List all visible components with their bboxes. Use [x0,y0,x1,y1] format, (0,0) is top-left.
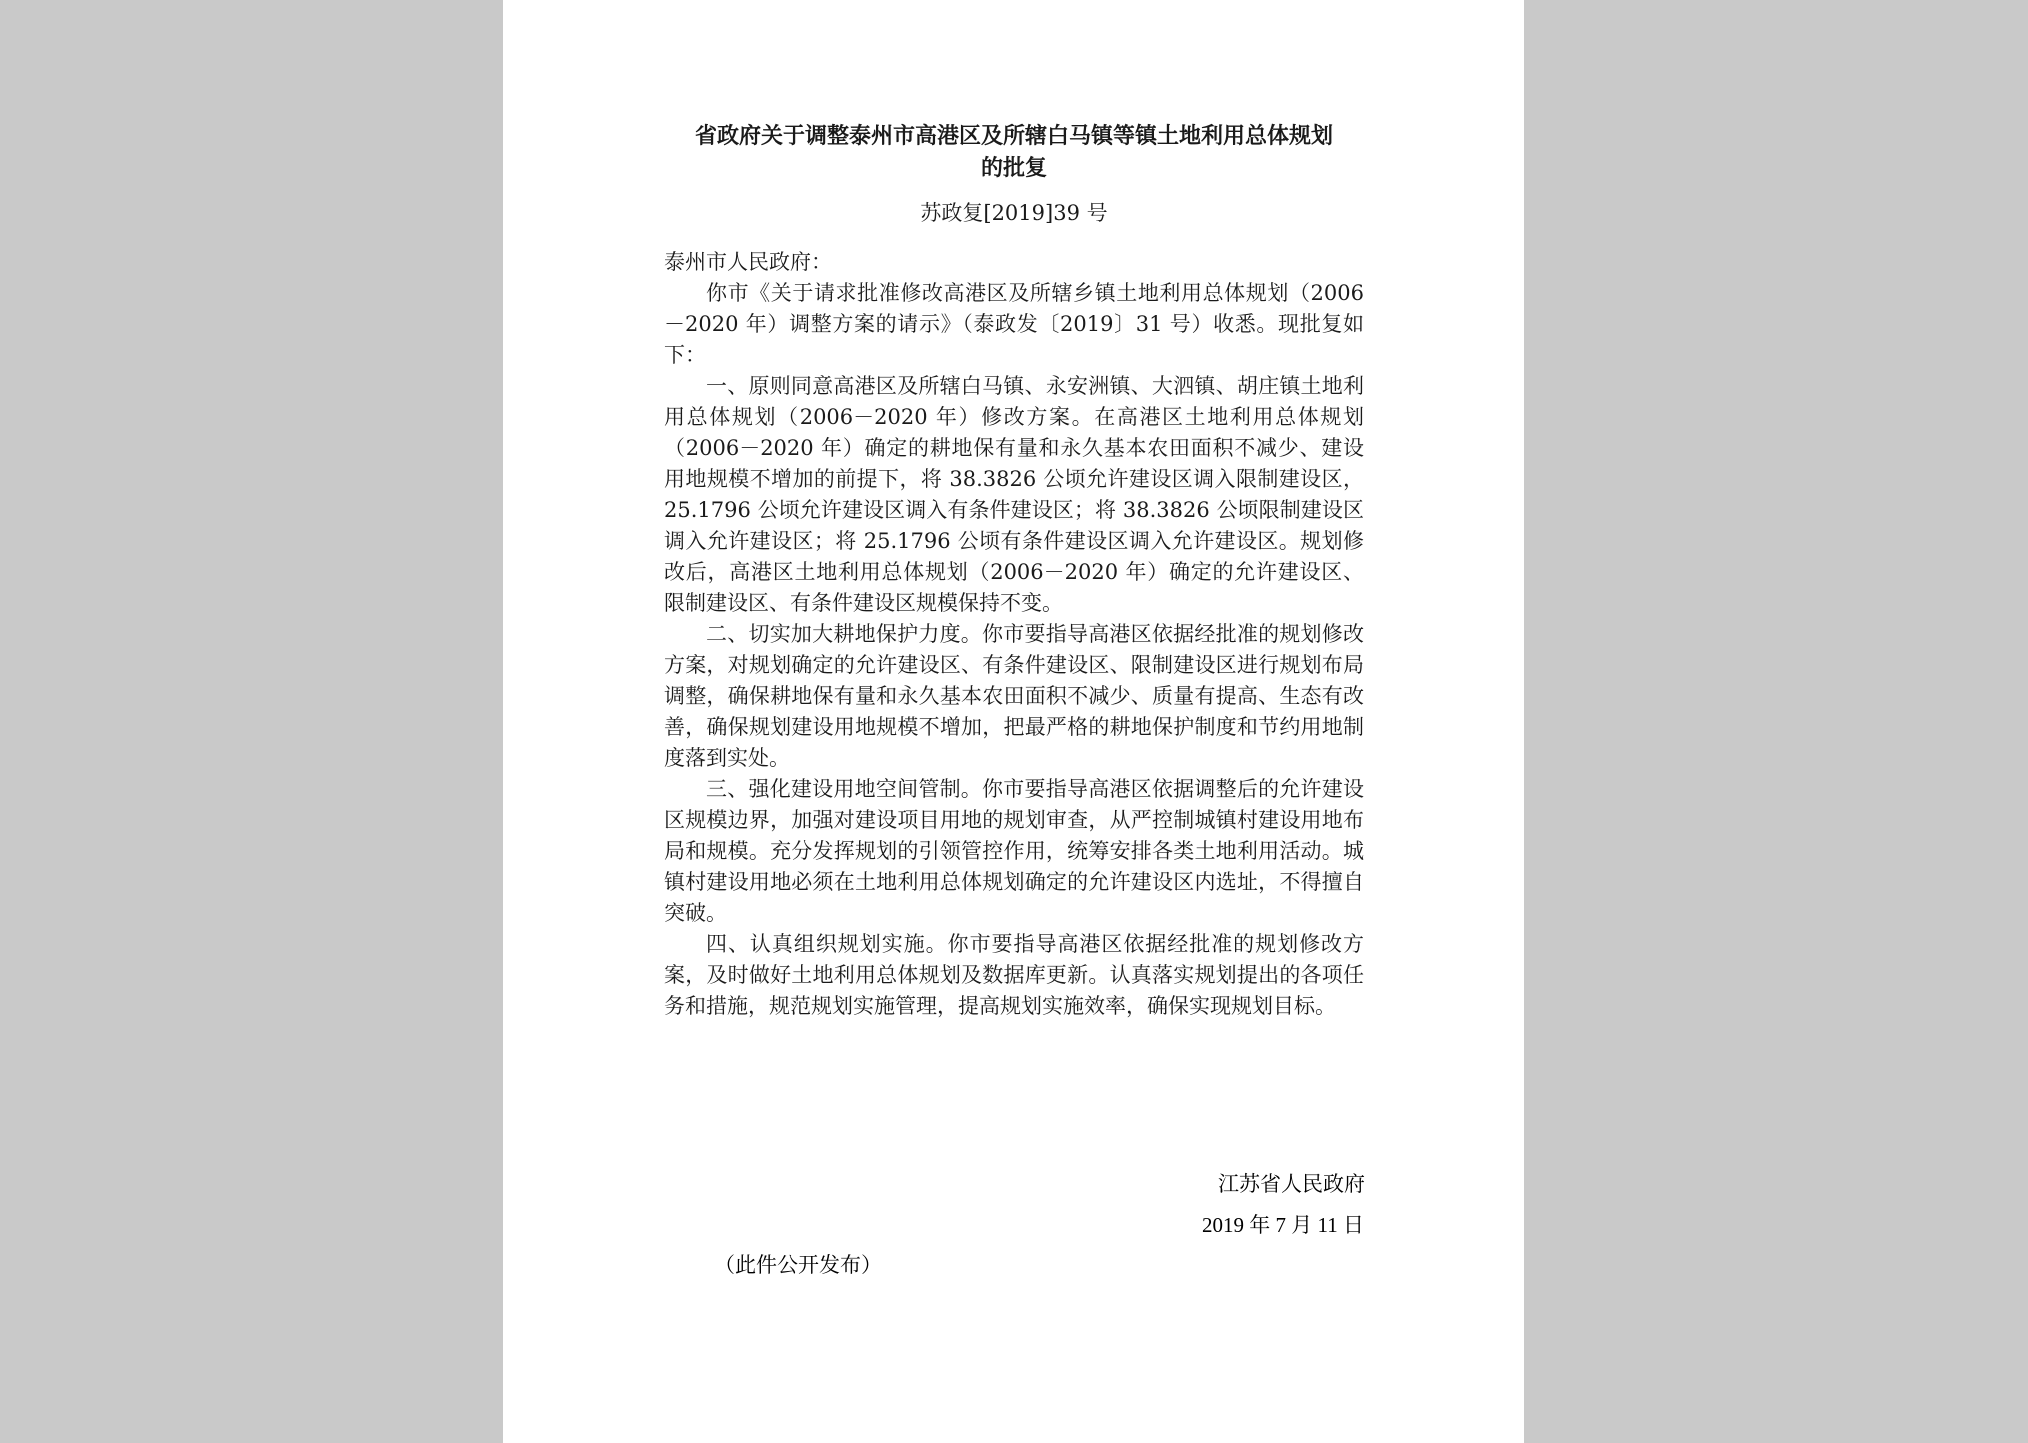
publish-note: （此件公开发布） [714,1253,882,1277]
signature-date: 2019 年 7 月 11 日 [1202,1213,1364,1237]
paragraph-item-1: 一、原则同意高港区及所辖白马镇、永安洲镇、大泗镇、胡庄镇土地利用总体规划（2006－2020 年）修改方案。在高港区土地利用总体规划（2006－2020 年）确定的耕地保有量和永久基本农田面积不减少、建设用地规模不增加的前提下，将 38.3826 公顷允许建设区调入限制建设区，25.1796 公顷允许建设区调入有条件建设区；将 38.3826 公顷限制建设区调入允许建设区；将 25.1796 公顷有条件建设区调入允许建设区。规划修改后，高港区土地利用总体规划（2006－2020 年）确定的允许建设区、限制建设区、有条件建设区规模保持不变。 [664,374,1364,615]
paragraph-item-4: 四、认真组织规划实施。你市要指导高港区依据经批准的规划修改方案，及时做好土地利用总体规划及数据库更新。认真落实规划提出的各项任务和措施，规范规划实施管理，提高规划实施效率，确保实现规划目标。 [664,932,1364,1018]
salutation: 泰州市人民政府： [664,250,832,274]
title-line-1: 省政府关于调整泰州市高港区及所辖白马镇等镇土地利用总体规划 [694,123,1333,149]
document-title [664,120,1364,184]
document-number: 苏政复[2019]39 号 [920,201,1108,225]
title-line-2: 的批复 [980,155,1047,181]
signature-organization: 江苏省人民政府 [1218,1172,1365,1196]
document-body [664,120,1364,1022]
paragraph-item-3: 三、强化建设用地空间管制。你市要指导高港区依据调整后的允许建设区规模边界，加强对建设项目用地的规划审查，从严控制城镇村建设用地布局和规模。充分发挥规划的引领管控作用，统筹安排各类土地利用活动。城镇村建设用地必须在土地利用总体规划确定的允许建设区内选址，不得擅自突破。 [664,777,1364,925]
paragraph-item-2: 二、切实加大耕地保护力度。你市要指导高港区依据经批准的规划修改方案，对规划确定的允许建设区、有条件建设区、限制建设区进行规划布局调整，确保耕地保有量和永久基本农田面积不减少、质量有提高、生态有改善，确保规划建设用地规模不增加，把最严格的耕地保护制度和节约用地制度落到实处。 [664,622,1364,770]
paragraph-intro: 你市《关于请求批准修改高港区及所辖乡镇土地利用总体规划（2006－2020 年）调整方案的请示》（泰政发〔2019〕31 号）收悉。现批复如下： [664,281,1364,367]
